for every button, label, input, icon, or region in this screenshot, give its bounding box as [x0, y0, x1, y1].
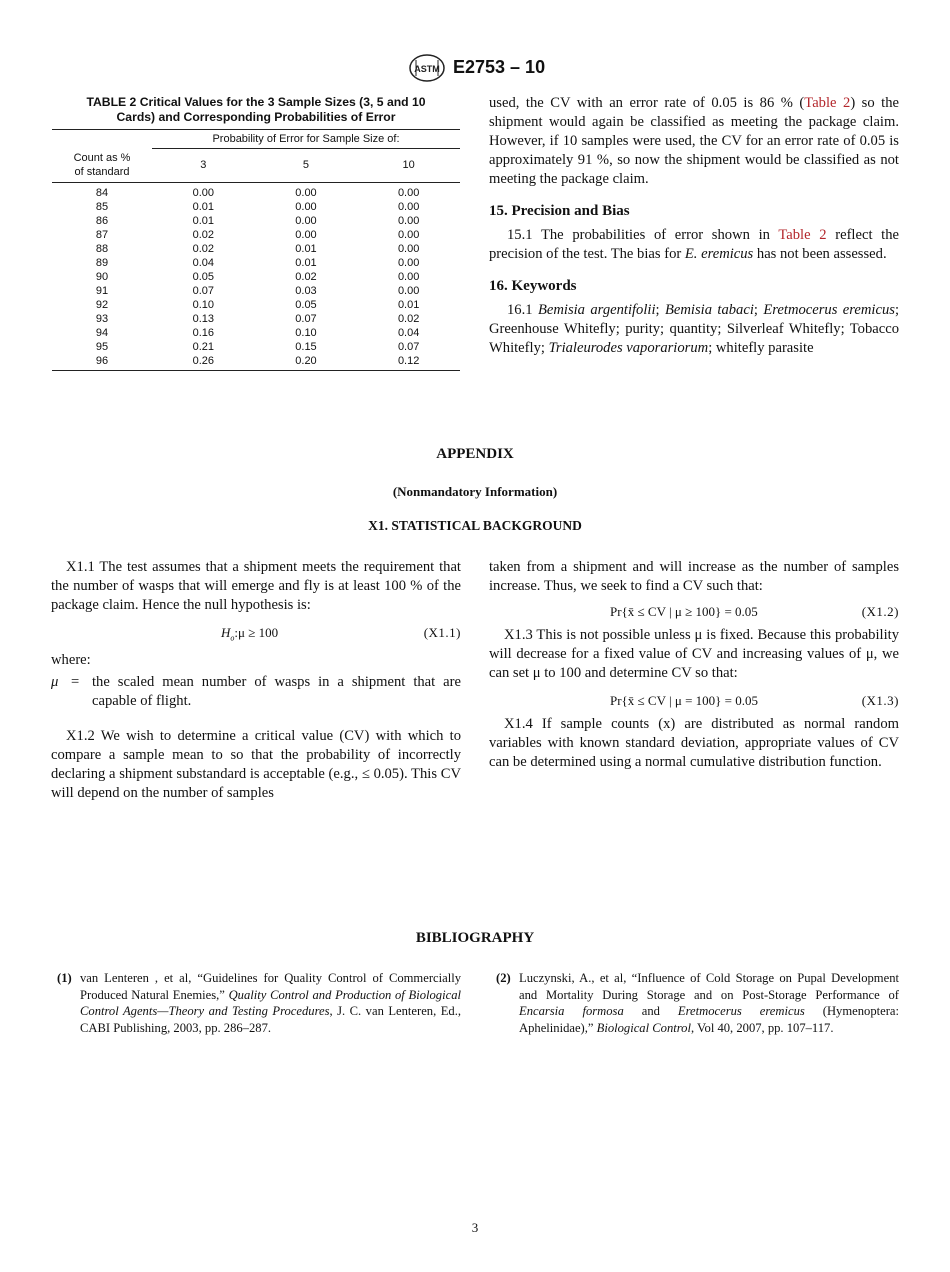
appendix-title: APPENDIX: [436, 446, 514, 462]
x1-2-paragraph: X1.2 We wish to determine a critical value (CV) with which to compare a sample mean to so that the probability of incorrectly declaring a shipment substandard is acceptable (e.g., ≤ 0.05). This CV will depend on the number of samples: [51, 728, 461, 801]
astm-logo: [408, 54, 446, 82]
table-row: [52, 340, 460, 354]
appendix-section-title: X1. STATISTICAL BACKGROUND: [368, 518, 582, 533]
equation-x1-1: $H_o:\mu \ge 100$ (X1.1): [221, 625, 461, 643]
page-number: 3: [471, 1220, 479, 1235]
table-cell-probability: 0.00: [295, 228, 317, 241]
table-cell-probability: 0.07: [192, 284, 215, 297]
table-cell-count: 85: [95, 200, 109, 213]
table-cell-count: 93: [95, 312, 109, 325]
table-row: [52, 228, 460, 242]
table-2-link-2[interactable]: Table 2: [778, 227, 827, 243]
appendix-subtitle: (Nonmandatory Information): [392, 484, 558, 499]
table-cell-count: 90: [95, 270, 109, 283]
table-cell-probability: 0.01: [192, 200, 215, 213]
table-cell-probability: 0.04: [192, 256, 215, 269]
table-cell-probability: 0.12: [397, 354, 420, 367]
table-row: [52, 326, 460, 340]
table-cell-count: 94: [95, 326, 109, 339]
section-16-title: 16. Keywords: [489, 278, 577, 294]
standard-designation: E2753 – 10: [453, 57, 546, 77]
table-cell-probability: 0.00: [295, 214, 317, 227]
table-cell-probability: 0.00: [397, 186, 420, 199]
reference-2: (2) Luczynski, A., et al, “Influence of Cold Storage on Pupal Development and Mortality During Storage and on Post-Storage Performance of Encarsia formosa and Eretmocerus eremicus (Hymenoptera: Aphelinidae),” Biological Control, Vol 40, 2007, pp. 107–117.: [496, 971, 899, 1035]
table-header-count-line1: Count as %: [73, 152, 131, 164]
equation-number-x1-1: (X1.1): [423, 625, 461, 640]
table-cell-count: 84: [95, 186, 109, 199]
table-cell-probability: 0.07: [295, 312, 317, 325]
table-cell-probability: 0.02: [192, 242, 215, 255]
table-cell-probability: 0.10: [192, 298, 215, 311]
where-label: where:: [51, 652, 91, 668]
reference-2-number: (2): [496, 971, 511, 985]
table-cell-count: 92: [95, 298, 109, 311]
table-cell-probability: 0.02: [295, 270, 317, 283]
mu-definition: μ = the scaled mean number of wasps in a shipment that are capable of flight.: [51, 674, 461, 709]
table-row: [52, 242, 460, 256]
table-header-count-line2: of standard: [74, 166, 130, 178]
x1-2-continued: taken from a shipment and will increase as the number of samples increase. Thus, we seek to find a CV such that:: [489, 559, 899, 594]
table-header-size-10: 10: [402, 159, 415, 172]
table-cell-probability: 0.02: [192, 228, 215, 241]
equation-x1-3: Pr{x̄ ≤ CV | μ = 100} = 0.05 (X1.3): [610, 693, 899, 708]
logo-text: ASTM: [414, 64, 440, 74]
equation-number-x1-3: (X1.3): [861, 693, 899, 708]
right-column-body: [489, 558, 899, 772]
table-cell-probability: 0.13: [192, 312, 215, 325]
table-cell-probability: 0.01: [397, 298, 420, 311]
x1-4-paragraph: X1.4 If sample counts (x) are distributed as normal random variables with known standard deviation, appropriate values of CV can be determined using a normal cumulative distribution function.: [489, 716, 899, 770]
section-15-paragraph: 15.1 The probabilities of error shown in Table 2 reflect the precision of the test. The bias for E. eremicus has not been assessed.: [489, 227, 900, 262]
table-group-header: Probability of Error for Sample Size of:: [152, 130, 460, 149]
continued-paragraph: used, the CV with an error rate of 0.05 is 86 % (Table 2) so the shipment would again be classified as meeting the package claim. However, if 10 samples were used, the CV for an error rate of 0.05 is approximately 91 %, so now the shipment would be classified as not meeting the package claim.: [489, 95, 899, 187]
section-15-title: 15. Precision and Bias: [489, 203, 630, 219]
equation-x1-2: Pr{x̄ ≤ CV | μ ≥ 100} = 0.05 (X1.2): [610, 604, 899, 619]
table-cell-probability: 0.00: [397, 214, 420, 227]
right-column-top: [489, 94, 899, 358]
table-cell-probability: 0.07: [397, 340, 420, 353]
table-row: [52, 270, 460, 284]
table-caption-line1: TABLE 2 Critical Values for the 3 Sample Sizes (3, 5 and 10: [86, 95, 426, 109]
table-cell-probability: 0.16: [192, 326, 215, 339]
table-cell-count: 89: [95, 256, 109, 269]
table-cell-count: 88: [95, 242, 109, 255]
reference-1-number: (1): [57, 971, 72, 985]
equation-number-x1-2: (X1.2): [861, 604, 899, 619]
table-cell-probability: 0.00: [397, 200, 420, 213]
x1-3-paragraph: X1.3 This is not possible unless μ is fixed. Because this probability will decrease for a fixed value of CV and increasing values of μ, we can set μ to 100 and determine CV so that:: [489, 627, 899, 681]
table-cell-count: 95: [95, 340, 109, 353]
critical-values-table: [52, 129, 460, 371]
table-header-size-5: 5: [302, 159, 310, 172]
table-cell-probability: 0.20: [295, 354, 317, 367]
table-cell-probability: 0.01: [295, 242, 317, 255]
table-cell-count: 86: [95, 214, 109, 227]
table-cell-probability: 0.00: [397, 284, 420, 297]
table-cell-probability: 0.04: [397, 326, 420, 339]
table-cell-probability: 0.00: [397, 228, 420, 241]
table-cell-probability: 0.05: [295, 298, 317, 311]
bibliography-title: BIBLIOGRAPHY: [415, 930, 535, 946]
table-row: [52, 256, 460, 270]
table-row: [52, 214, 460, 228]
table-2-link[interactable]: Table 2: [804, 95, 851, 111]
table-cell-probability: 0.00: [397, 242, 420, 255]
table-cell-probability: 0.03: [295, 284, 317, 297]
table-row: [52, 354, 460, 371]
table-cell-probability: 0.01: [192, 214, 215, 227]
table-cell-probability: 0.00: [397, 256, 420, 269]
table-cell-count: 91: [95, 284, 109, 297]
table-cell-count: 96: [95, 354, 109, 367]
table-cell-probability: 0.00: [295, 200, 317, 213]
table-cell-probability: 0.00: [397, 270, 420, 283]
table-caption-line2: Cards) and Corresponding Probabilities of Error: [116, 110, 396, 124]
reference-1: (1) van Lenteren , et al, “Guidelines for Quality Control of Commercially Produced Natural Enemies,” Quality Control and Production of Biological Control Agents—Theory and Testing Procedures, J. C. van Lenteren, Ed., CABI Publishing, 2003, pp. 286–287.: [57, 971, 461, 1035]
table-row: [52, 284, 460, 298]
table-header-size-3: 3: [200, 159, 207, 172]
table-caption: [52, 95, 460, 125]
table-header-count: [52, 149, 152, 183]
table-row: [52, 182, 460, 200]
table-cell-probability: 0.10: [295, 326, 317, 339]
table-cell-probability: 0.15: [295, 340, 317, 353]
table-row: [52, 298, 460, 312]
table-cell-probability: 0.21: [192, 340, 215, 353]
table-cell-probability: 0.02: [397, 312, 420, 325]
table-cell-probability: 0.00: [192, 186, 215, 199]
table-cell-probability: 0.05: [192, 270, 215, 283]
table-cell-probability: 0.01: [295, 256, 317, 269]
table-row: [52, 312, 460, 326]
table-cell-probability: 0.26: [192, 354, 215, 367]
keywords-paragraph: 16.1 Bemisia argentifolii; Bemisia tabaci; Eretmocerus eremicus; Greenhouse Whitefly; purity; quantity; Silverleaf Whitefly; Tobacco Whitefly; Trialeurodes vaporariorum; whitefly parasite: [489, 302, 900, 356]
x1-1-paragraph: X1.1 The test assumes that a shipment meets the requirement that the number of wasps that will emerge and fly is at least 100 % of the package claim. Hence the null hypothesis is:: [51, 559, 461, 613]
table-cell-count: 87: [95, 228, 109, 241]
table-cell-probability: 0.00: [295, 186, 317, 199]
table-row: [52, 200, 460, 214]
left-column-body: [51, 558, 461, 803]
